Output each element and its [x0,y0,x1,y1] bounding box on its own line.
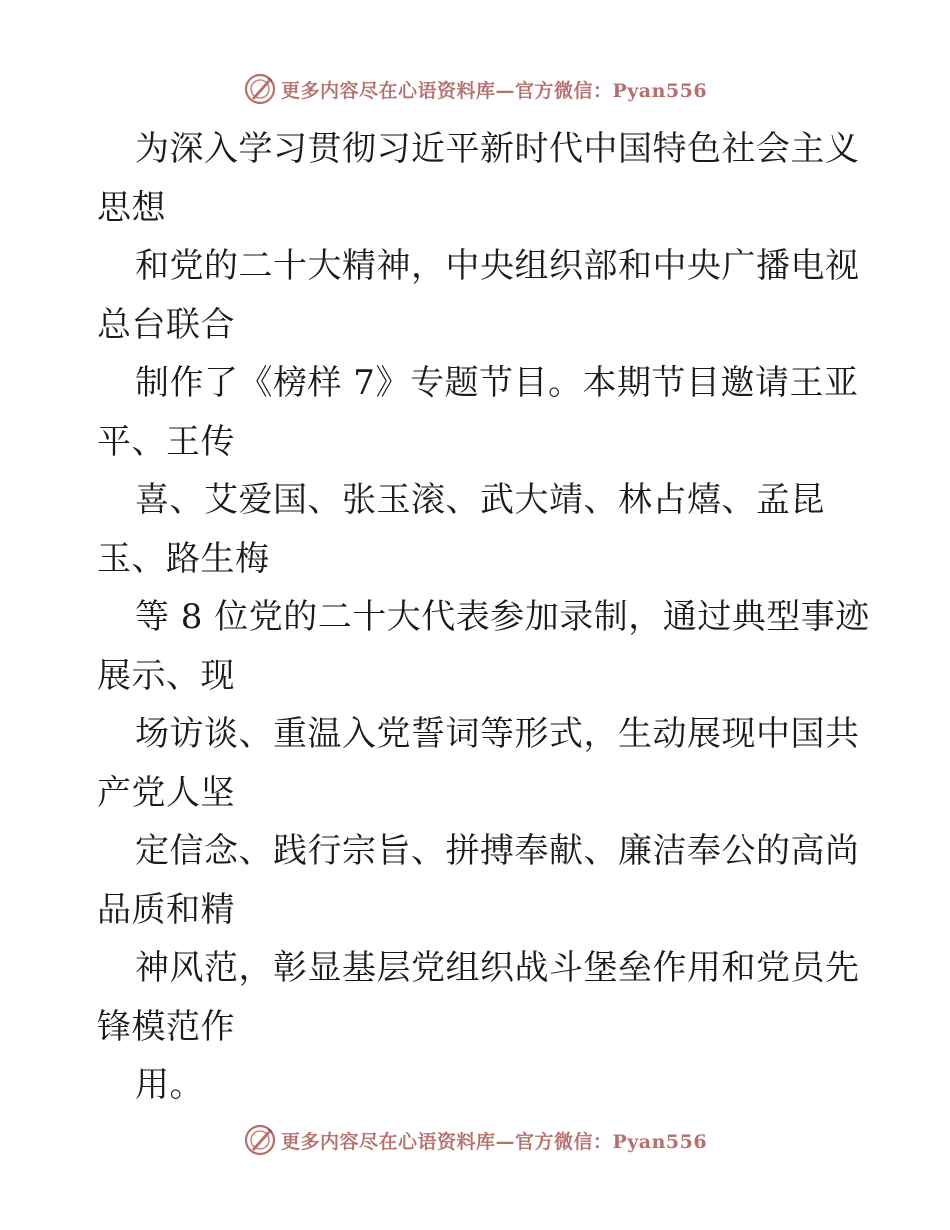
paragraph-line: 制作了《榜样 7》专题节目。本期节目邀请王亚 [135,363,859,403]
paragraph-line: 锋模范作 [97,1006,235,1047]
paragraph-line: 神风范，彰显基层党组织战斗堡垒作用和党员先 [135,948,860,988]
paragraph-line: 展示、现 [97,655,235,696]
paragraph-line: 品质和精 [97,889,235,930]
paragraph-line: 等 8 位党的二十大代表参加录制，通过典型事迹 [135,597,870,637]
document-body [97,120,870,1115]
watermark-header [0,72,950,106]
paragraph-line: 思想 [97,187,166,228]
paragraph-line: 用。 [135,1065,204,1105]
paragraph-line: 喜、艾爱国、张玉滚、武大靖、林占熺、孟昆 [135,480,825,520]
watermark-footer [0,1123,950,1157]
paragraph-line: 定信念、践行宗旨、拼搏奉献、廉洁奉公的高尚 [135,831,860,871]
quill-logo-icon [243,1123,277,1157]
watermark-text: 更多内容尽在心语资料库—官方微信：Pyan556 [280,1130,708,1153]
paragraph-line: 平、王传 [97,421,235,462]
paragraph-line: 产党人坚 [97,772,235,813]
paragraph-line: 总台联合 [97,304,235,345]
paragraph-line: 和党的二十大精神，中央组织部和中央广播电视 [135,246,860,286]
paragraph-line: 场访谈、重温入党誓词等形式，生动展现中国共 [135,714,860,754]
paragraph-line: 为深入学习贯彻习近平新时代中国特色社会主义 [135,129,860,169]
watermark-text: 更多内容尽在心语资料库—官方微信：Pyan556 [280,79,708,102]
paragraph-line: 玉、路生梅 [97,538,270,579]
quill-logo-icon [243,72,277,106]
